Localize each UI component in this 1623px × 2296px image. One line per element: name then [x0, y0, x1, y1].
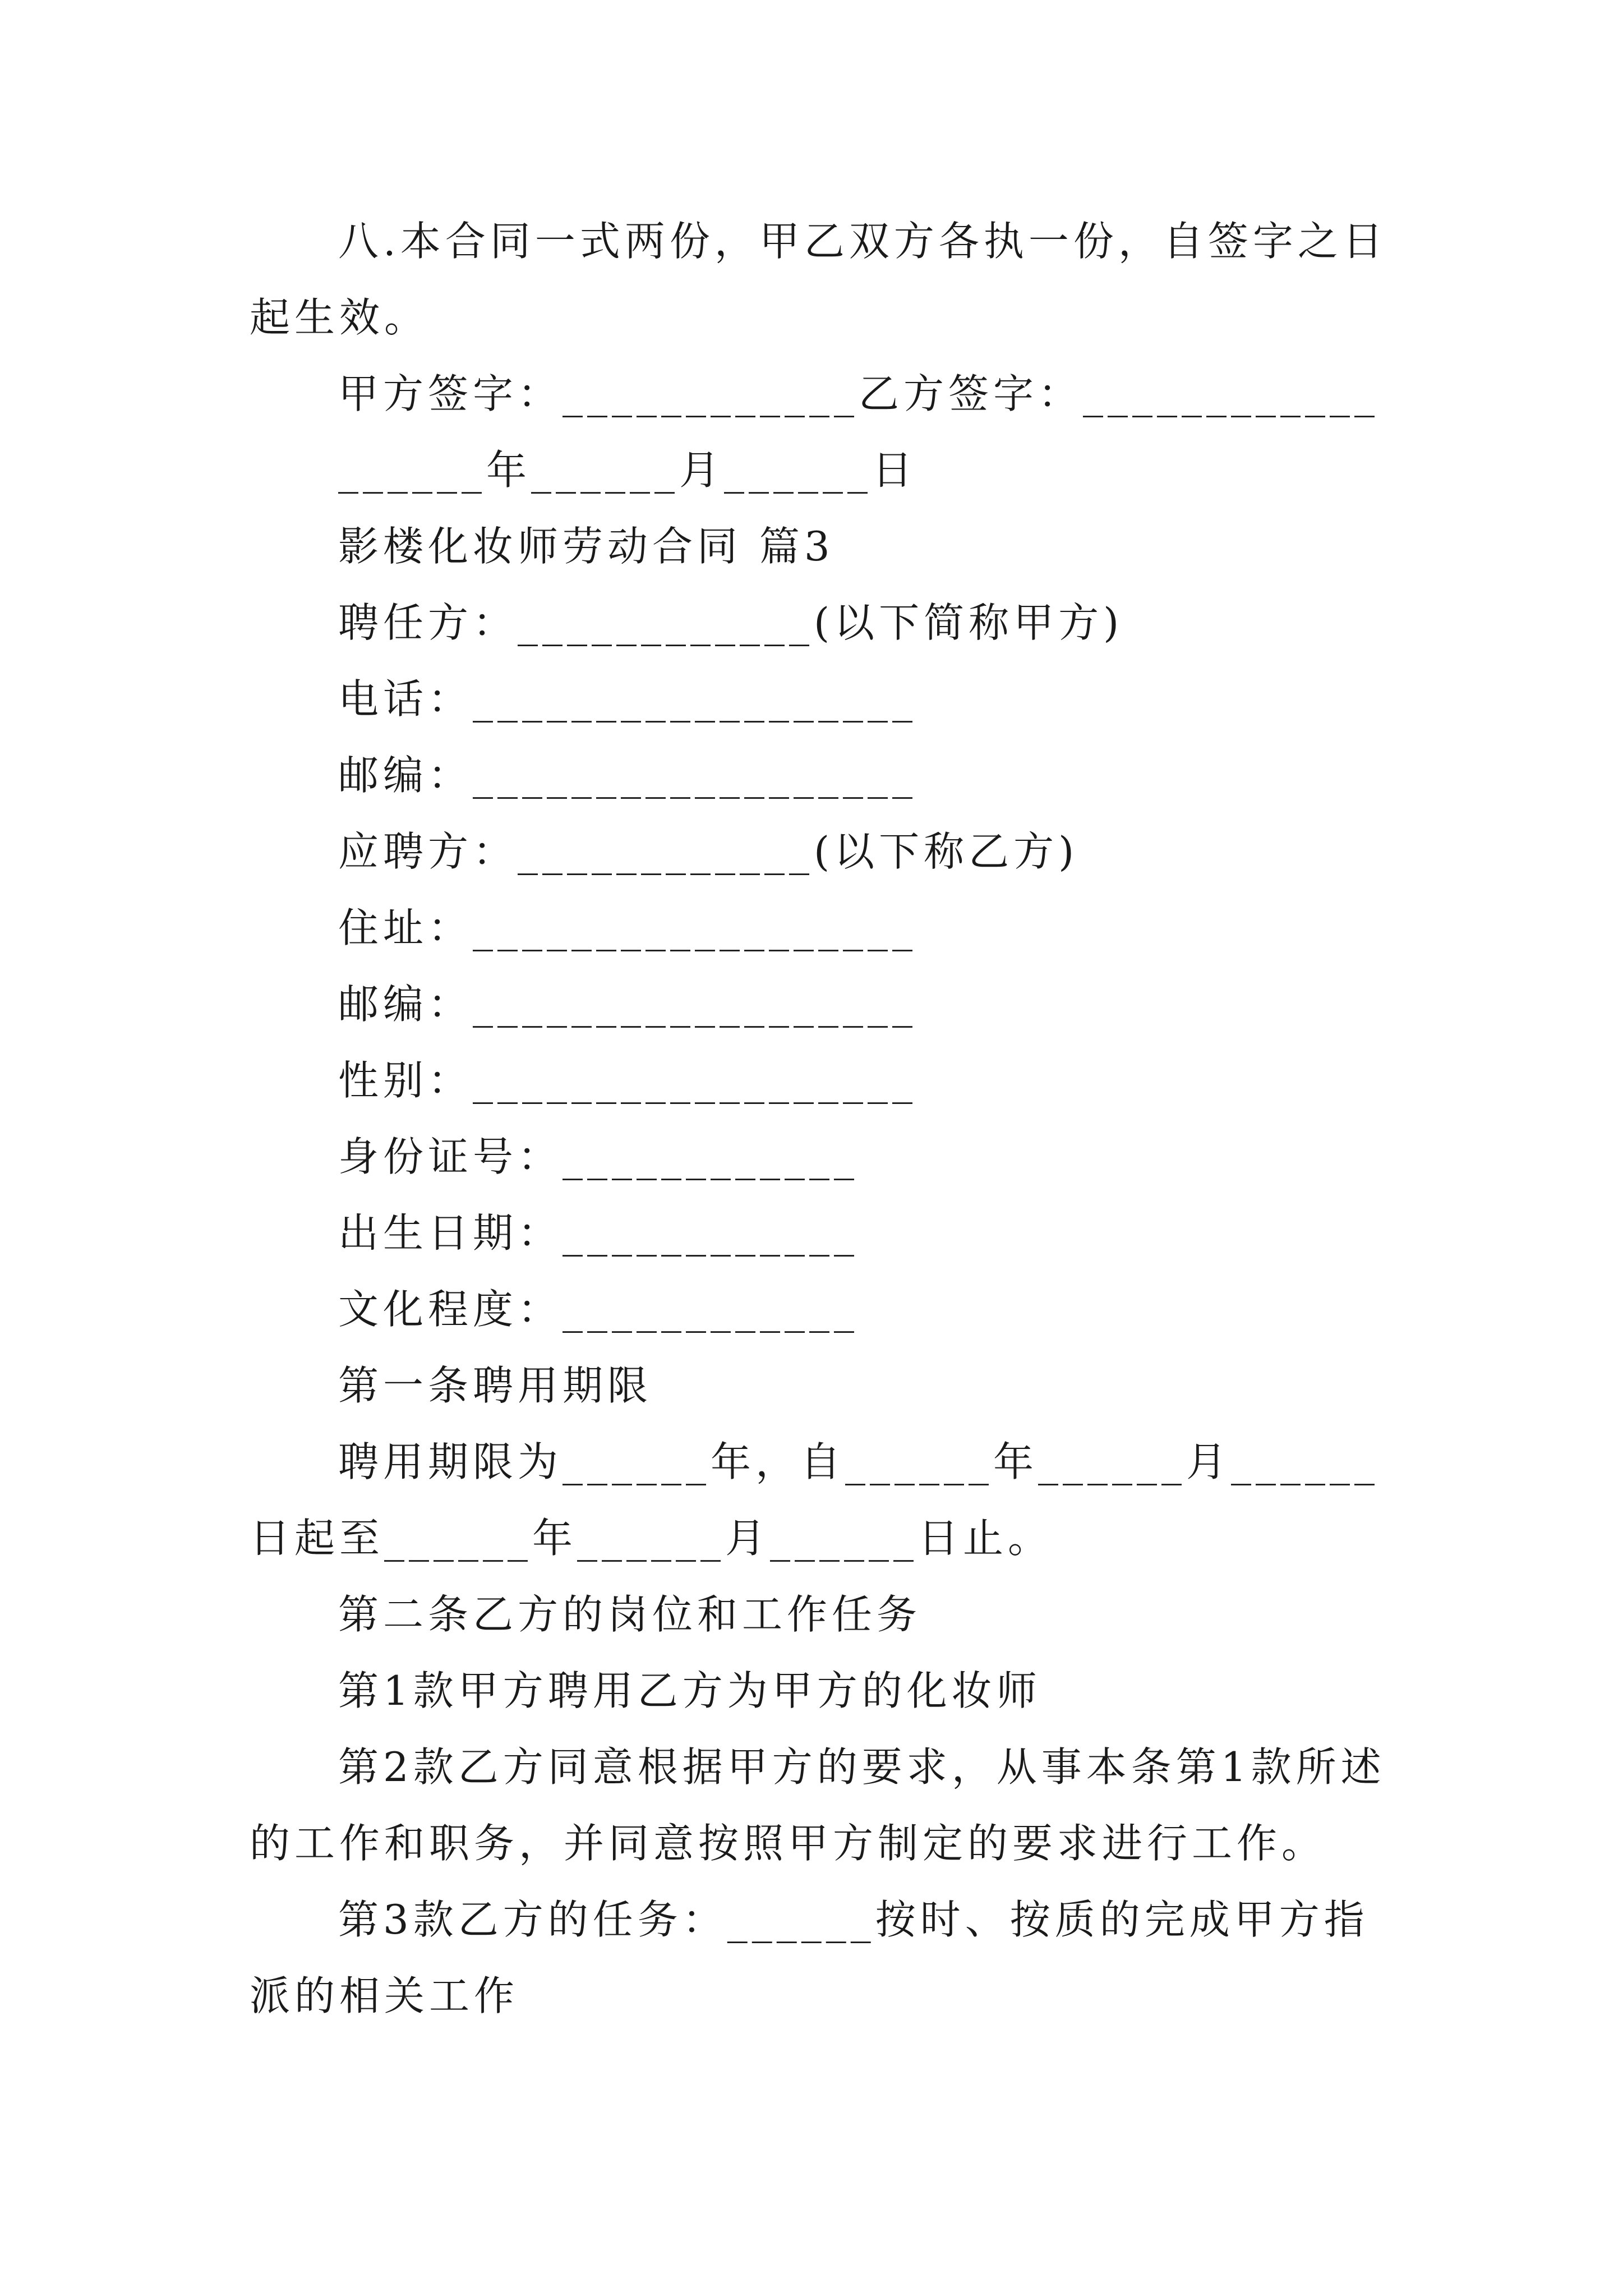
birthdate-field: 出生日期：____________: [338, 1209, 859, 1257]
address-field: 住址：__________________: [338, 904, 917, 951]
article-two-clause-3: 第3款乙方的任务：______按时、按质的完成甲方指派的相关工作: [250, 1896, 1369, 2019]
postcode-field-2: 邮编：__________________: [338, 981, 917, 1028]
signature-line: 甲方签字：____________乙方签字：____________: [338, 370, 1380, 417]
employee-field: 应聘方：____________(以下称乙方): [338, 828, 1079, 875]
article-two-heading: 第二条乙方的岗位和工作任务: [338, 1591, 922, 1638]
document-body: [250, 203, 1388, 2034]
id-number-field: 身份证号：____________: [338, 1133, 859, 1180]
date-line: ______年______月______日: [338, 447, 917, 494]
phone-field: 电话：__________________: [338, 675, 917, 723]
employer-field: 聘任方：____________(以下简称甲方): [338, 599, 1124, 646]
article-one-term: 聘用期限为______年，自______年______月______日起至______年______月______日止。: [250, 1438, 1380, 1562]
postcode-field: 邮编：__________________: [338, 752, 917, 799]
gender-field: 性别：__________________: [338, 1057, 917, 1104]
article-one-heading: 第一条聘用期限: [338, 1362, 653, 1409]
section-title: 影楼化妆师劳动合同 篇3: [338, 523, 834, 570]
article-two-clause-2: 第2款乙方同意根据甲方的要求，从事本条第1款所述的工作和职务，并同意按照甲方制定的要求进行工作。: [250, 1743, 1386, 1867]
clause-eight: 八.本合同一式两份，甲乙双方各执一份，自签字之日起生效。: [250, 218, 1387, 341]
article-two-clause-1: 第1款甲方聘用乙方为甲方的化妆师: [338, 1667, 1041, 1714]
education-field: 文化程度：____________: [338, 1286, 859, 1333]
